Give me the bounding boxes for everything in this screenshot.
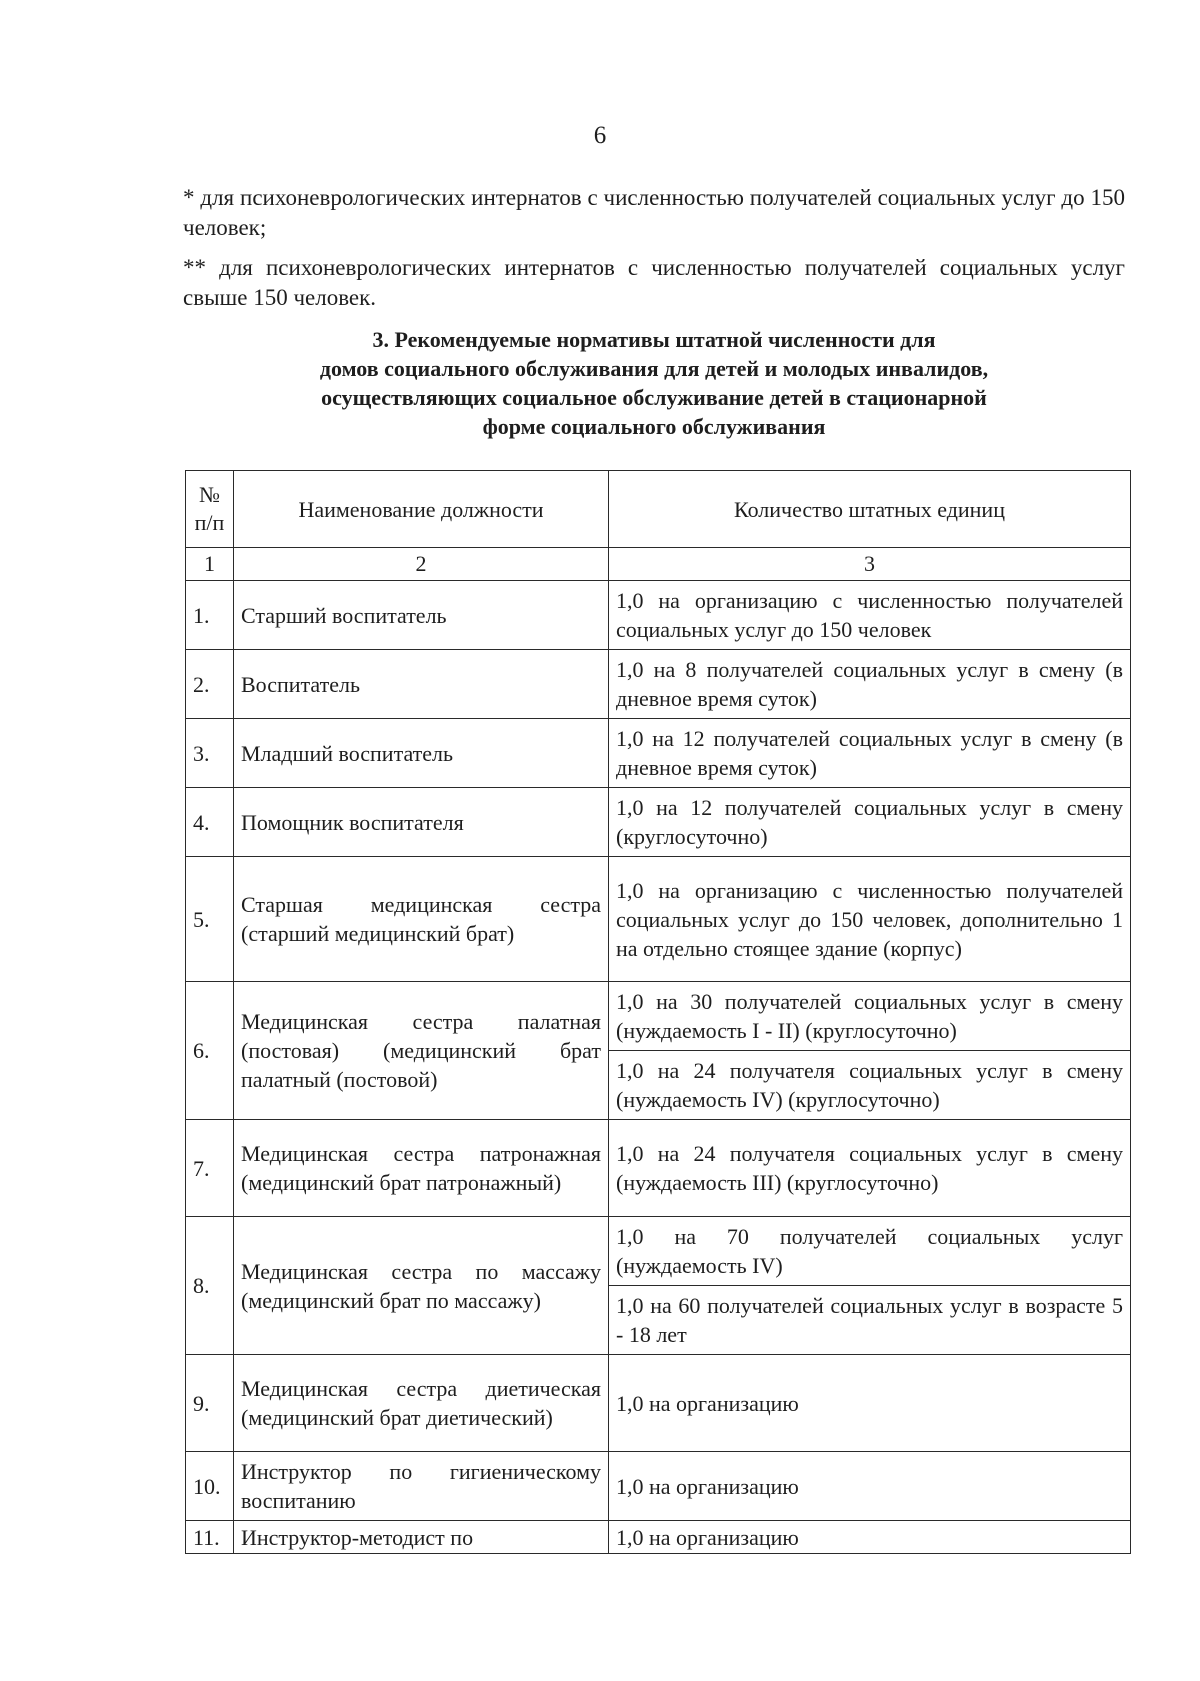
table-header-row xyxy=(186,471,1131,548)
row-number: 10. xyxy=(186,1452,234,1521)
column-index: 1 xyxy=(186,548,234,581)
table-row xyxy=(186,982,1131,1051)
footnote-double-asterisk: ** для психоневрологических интернатов с численностью получателей социальных услуг свыше 150 человек. xyxy=(183,255,1125,310)
staff-quantity: 1,0 на 8 получателей социальных услуг в смену (в дневное время суток) xyxy=(609,650,1131,719)
heading-line: осуществляющих социальное обслуживание детей в стационарной xyxy=(321,385,987,410)
row-number: 7. xyxy=(186,1120,234,1217)
staff-quantity: 1,0 на 30 получателей социальных услуг в смену (нуждаемость I - II) (круглосуточно) xyxy=(609,982,1131,1051)
staff-quantity: 1,0 на 70 получателей социальных услуг (нуждаемость IV) xyxy=(609,1217,1131,1286)
staff-quantity: 1,0 на организацию xyxy=(609,1521,1131,1554)
table-row xyxy=(186,1120,1131,1217)
position-name: Медицинская сестра палатная (постовая) (медицинский брат палатный (постовой) xyxy=(234,982,609,1120)
heading-line: домов социального обслуживания для детей и молодых инвалидов, xyxy=(319,356,989,381)
staffing-norms-table xyxy=(185,470,1131,1554)
heading-line: форме социального обслуживания xyxy=(482,414,826,439)
staff-quantity: 1,0 на 12 получателей социальных услуг в смену (круглосуточно) xyxy=(609,788,1131,857)
position-name: Инструктор-методист по xyxy=(234,1521,609,1554)
position-name: Помощник воспитателя xyxy=(234,788,609,857)
header-quantity: Количество штатных единиц xyxy=(609,471,1131,548)
header-number: № п/п xyxy=(186,471,234,548)
row-number: 11. xyxy=(186,1521,234,1554)
row-number: 5. xyxy=(186,857,234,982)
table-row xyxy=(186,719,1131,788)
position-name: Старший воспитатель xyxy=(234,581,609,650)
staff-quantity: 1,0 на 24 получателя социальных услуг в смену (нуждаемость IV) (круглосуточно) xyxy=(609,1051,1131,1120)
table-row xyxy=(186,1355,1131,1452)
table-row xyxy=(186,1217,1131,1286)
position-name: Медицинская сестра патронажная (медицинский брат патронажный) xyxy=(234,1120,609,1217)
staff-quantity: 1,0 на организацию xyxy=(609,1452,1131,1521)
table-row xyxy=(186,1452,1131,1521)
row-number: 2. xyxy=(186,650,234,719)
footnote-single-asterisk: * для психоневрологических интернатов с численностью получателей социальных услуг до 150 человек; xyxy=(183,185,1125,240)
position-name: Младший воспитатель xyxy=(234,719,609,788)
position-name: Инструктор по гигиеническому воспитанию xyxy=(234,1452,609,1521)
staff-quantity: 1,0 на 12 получателей социальных услуг в смену (в дневное время суток) xyxy=(609,719,1131,788)
table-row xyxy=(186,581,1131,650)
column-index-row xyxy=(186,548,1131,581)
row-number: 9. xyxy=(186,1355,234,1452)
row-number: 3. xyxy=(186,719,234,788)
header-position: Наименование должности xyxy=(234,471,609,548)
staff-quantity: 1,0 на организацию xyxy=(609,1355,1131,1452)
row-number: 4. xyxy=(186,788,234,857)
column-index: 3 xyxy=(609,548,1131,581)
table-row xyxy=(186,857,1131,982)
staff-quantity: 1,0 на 24 получателя социальных услуг в смену (нуждаемость III) (круглосуточно) xyxy=(609,1120,1131,1217)
staff-quantity: 1,0 на организацию с численностью получателей социальных услуг до 150 человек xyxy=(609,581,1131,650)
section-heading xyxy=(183,325,1125,441)
row-number: 1. xyxy=(186,581,234,650)
position-name: Медицинская сестра по массажу (медицинский брат по массажу) xyxy=(234,1217,609,1355)
position-name: Воспитатель xyxy=(234,650,609,719)
page-number: 6 xyxy=(593,122,607,149)
table-row xyxy=(186,788,1131,857)
staff-quantity: 1,0 на организацию с численностью получателей социальных услуг до 150 человек, дополнительно 1 на отдельно стоящее здание (корпус) xyxy=(609,857,1131,982)
heading-line: 3. Рекомендуемые нормативы штатной численности для xyxy=(372,327,936,352)
row-number: 8. xyxy=(186,1217,234,1355)
position-name: Медицинская сестра диетическая (медицинский брат диетический) xyxy=(234,1355,609,1452)
table-row xyxy=(186,650,1131,719)
row-number: 6. xyxy=(186,982,234,1120)
column-index: 2 xyxy=(234,548,609,581)
position-name: Старшая медицинская сестра (старший медицинский брат) xyxy=(234,857,609,982)
table-row xyxy=(186,1521,1131,1554)
staff-quantity: 1,0 на 60 получателей социальных услуг в возрасте 5 - 18 лет xyxy=(609,1286,1131,1355)
